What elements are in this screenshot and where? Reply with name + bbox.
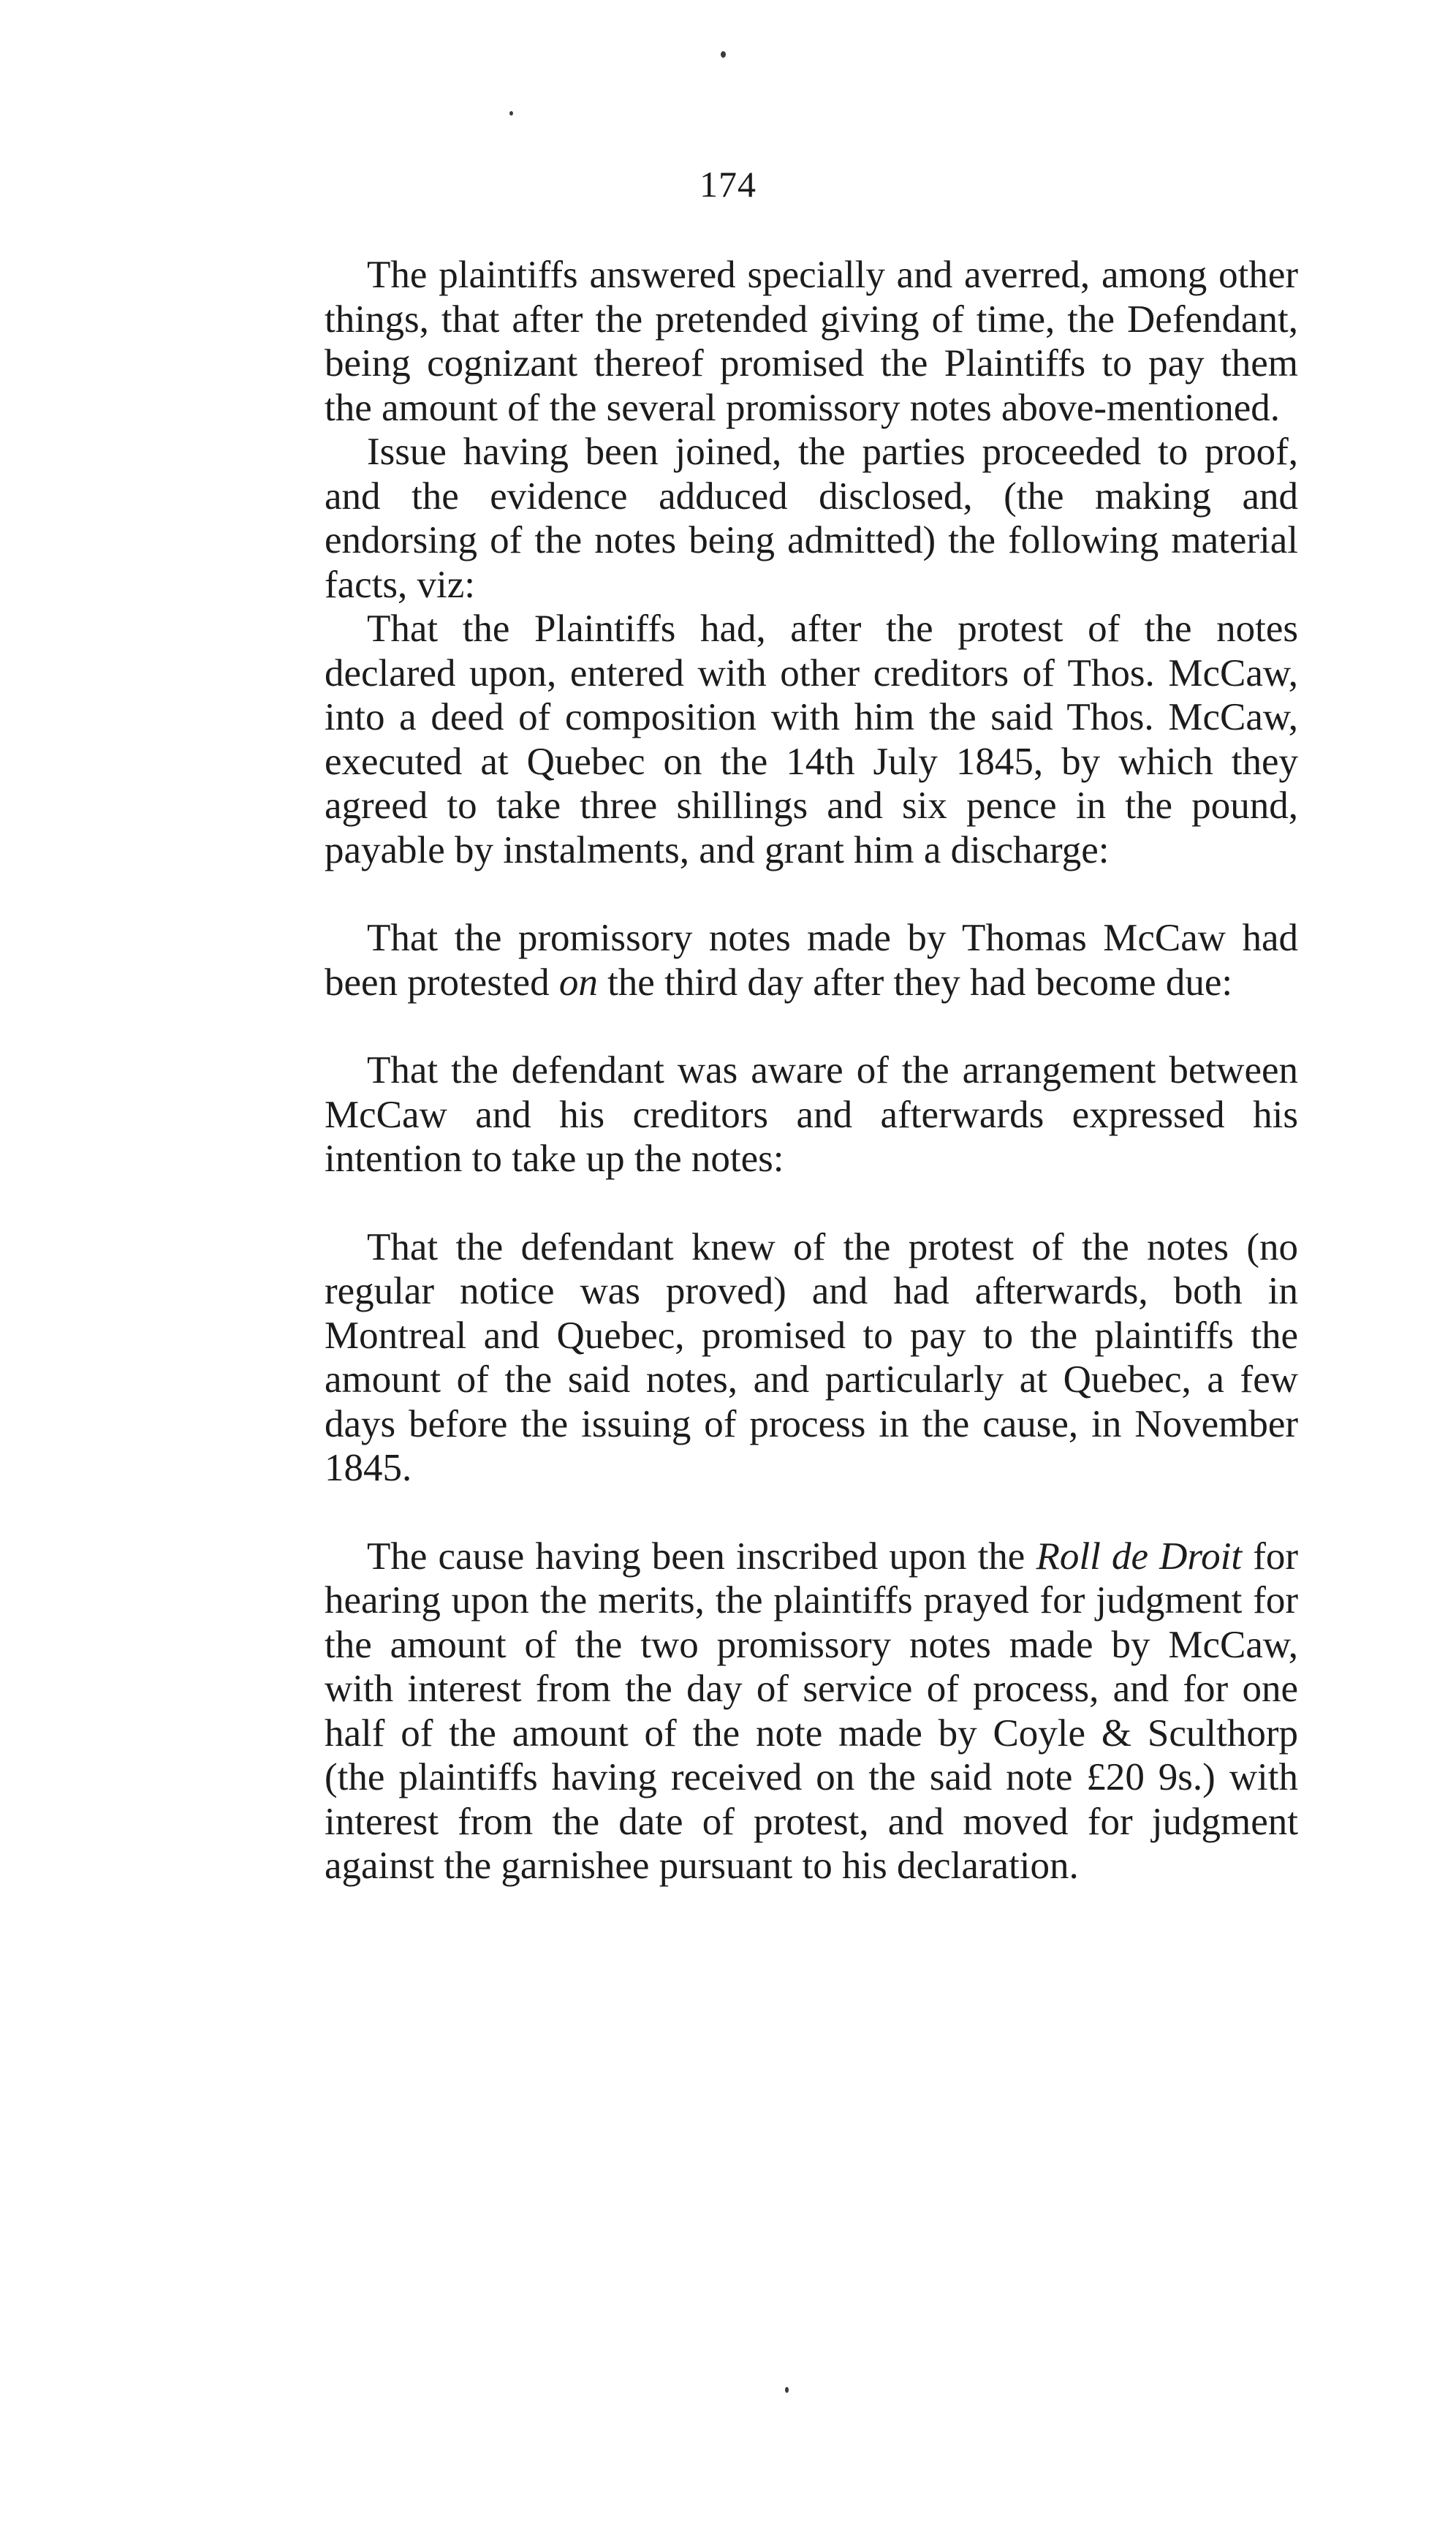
body-text <box>325 253 1298 1888</box>
page-number: 174 <box>699 164 757 205</box>
paragraph-special-answer: The plaintiffs answered specially and averred, among other things, that after the pretended giving of time, the Defendant, being cognizant thereof promised the Plaintiffs to pay them the amount of the several promissory notes above-mentioned. <box>325 254 1298 429</box>
paragraph-text-end: for hearing upon the merits, the plaintiffs prayed for judgment for the amount of the two promissory notes made by McCaw, with interest from the day of service of process, and for one half of the amount of the note made by Coyle & Sculthorp (the plaintiffs having received on the said note £20 9s.) with interest from the date of protest, and moved for judgment against the garnishee pursuant to his declaration. <box>325 1535 1298 1887</box>
print-speck <box>509 111 513 116</box>
paragraph-cause-inscribed <box>325 1535 1298 1888</box>
paragraph-text-start: That the promissory notes made by Thomas McCaw had been protested <box>325 917 1298 1004</box>
paragraph-composition-deed: That the Plaintiffs had, after the protest of the notes declared upon, entered with other creditors of Thos. McCaw, into a deed of composition with him the said Thos. McCaw, executed at Quebec on the 14th July 1845, by which they agreed to take three shillings and six pence in the pound, payable by instalments, and grant him a discharge: <box>325 608 1298 871</box>
paragraph-issue-joined: Issue having been joined, the parties proceeded to proof, and the evidence adduced disclosed, (the making and endorsing of the notes being admitted) the following material facts, viz: <box>325 431 1298 606</box>
paragraph-text-start: The cause having been inscribed upon the <box>367 1535 1036 1578</box>
italic-emphasis: on <box>558 961 598 1004</box>
paragraph-text-end: the third day after they had become due: <box>597 961 1233 1004</box>
paragraph-defendant-knew: That the defendant knew of the protest of the notes (no regular notice was proved) and had afterwards, both in Montreal and Quebec, promised to pay to the plaintiffs the amount of the said notes, and particularly at Quebec, a few days before the issuing of process in the cause, in November 1845. <box>325 1225 1298 1489</box>
paragraph-defendant-aware: That the defendant was aware of the arrangement between McCaw and his creditors and afterwards expressed his intention to take up the notes: <box>325 1049 1298 1180</box>
print-speck <box>785 2387 789 2393</box>
paragraph-notes-protested <box>325 916 1298 1005</box>
italic-emphasis: Roll de Droit <box>1036 1535 1243 1578</box>
print-speck <box>721 51 726 58</box>
